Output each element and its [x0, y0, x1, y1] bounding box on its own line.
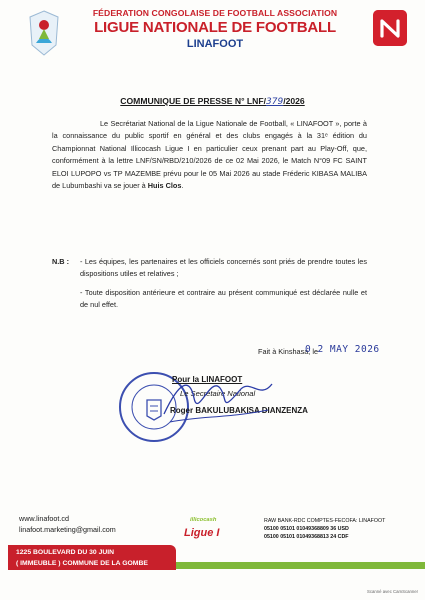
- nb-label: N.B :: [52, 257, 70, 266]
- scanner-watermark: Scanné avec CamScanner: [367, 589, 419, 594]
- handwritten-signature-icon: [150, 370, 280, 430]
- league-name: LIGUE NATIONALE DE FOOTBALL: [94, 19, 336, 36]
- footer-green-bar: [176, 562, 425, 569]
- address-bar: 1225 BOULEVARD DU 30 JUIN ( IMMEUBLE ) COMMUNE DE LA GOMBE: [8, 545, 176, 570]
- sponsor-name: Ligue I: [184, 527, 220, 539]
- sponsor-brand: illicocash: [190, 517, 217, 523]
- letterhead: [70, 8, 360, 50]
- main-paragraph: Le Secrétariat National de la Ligue Nationale de Football, « LINAFOOT », porte à la connaissance du public sportif en général et des clubs engagés à la 31ᵉ édition du Championnat National Illicocash Ligue I en particulier ceux prenant part au Play-Off, que, conformément à la lettre LNF/SN/RBD/210/2026 de ce 02 Mai 2026, le Match N°09 FC SAINT ELOI LUPOPO vs TP MAZEMBE prévu pour le 05 Mai 2026 au stade Fréderic KIBASA MALIBA de Lubumbashi va se jouer à Huis Clos.: [52, 119, 367, 191]
- handwritten-number: 379: [266, 97, 284, 107]
- federation-name: FÉDERATION CONGOLAISE DE FOOTBALL ASSOCIATION: [92, 8, 338, 18]
- nota-bene: [52, 256, 367, 312]
- signature-line-1: Pour la LINAFOOT: [172, 375, 243, 384]
- footer-contacts: [19, 513, 116, 535]
- nb-item-1: - Les équipes, les partenaires et les officiels concernés sont priés de prendre toutes les dispositions utiles et relatives ;: [80, 257, 367, 279]
- place-label: Fait à Kinshasa, le: [258, 347, 319, 356]
- nb-item-2: - Toute disposition antérieure et contraire au présent communiqué est déclarée nulle et de nul effet.: [80, 287, 367, 310]
- league-acronym: LINAFOOT: [186, 38, 244, 50]
- n-brand-logo-icon: [373, 10, 407, 46]
- signatory-name: Roger BAKULUBAKISA DIANZENZA: [170, 406, 308, 415]
- linafoot-logo-icon: [26, 9, 62, 57]
- stamped-date: 0 2 MAY 2026: [305, 344, 380, 355]
- bank-details: RAW BANK-RDC COMPTES-FECOFA: LINAFOOT 05100 05101 01049368809 36 USD 05100 05101 01049368813 24 CDF: [264, 518, 386, 540]
- sponsor-logo: [178, 513, 238, 553]
- website-text: www.linafoot.cd: [19, 514, 69, 523]
- huis-clos-emphasis: Huis Clos: [147, 181, 182, 191]
- press-release-title: COMMUNIQUE DE PRESSE N° LNF/379/2026: [120, 96, 305, 107]
- signature-line-2: Le Secrétaire National: [180, 389, 256, 398]
- email-text: linafoot.marketing@gmail.com: [19, 525, 116, 534]
